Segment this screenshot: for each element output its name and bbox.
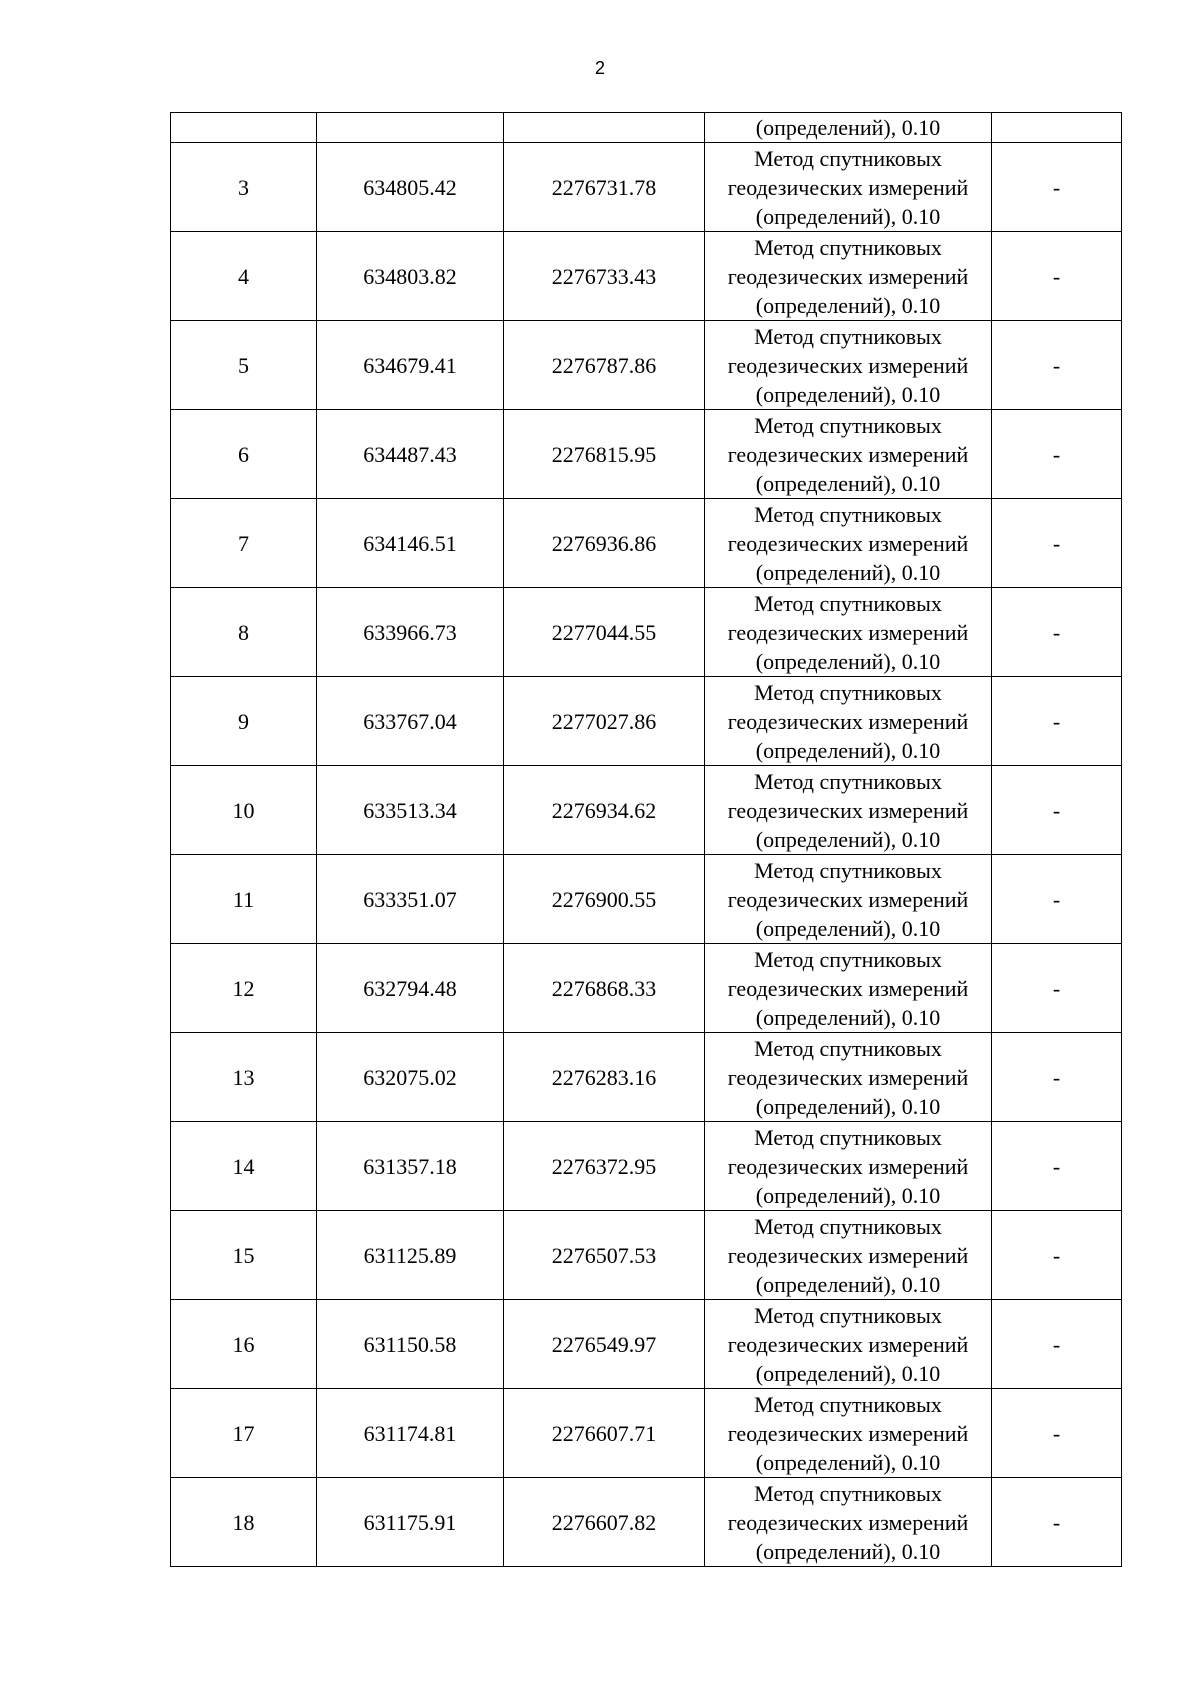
- cell-y: 2276731.78: [504, 143, 705, 232]
- method-line-2: геодезических измерений: [727, 1064, 969, 1090]
- cell-description: -: [992, 410, 1122, 499]
- cell-method: [705, 1122, 992, 1211]
- table-row: [171, 321, 1122, 410]
- method-line-2: геодезических измерений: [727, 619, 969, 645]
- cell-y: 2276787.86: [504, 321, 705, 410]
- cell-method: [705, 1300, 992, 1389]
- cell-method: [705, 1211, 992, 1300]
- cell-x: 632794.48: [317, 944, 504, 1033]
- cell-x: 633351.07: [317, 855, 504, 944]
- method-line-1: Метод спутниковых: [754, 946, 942, 972]
- cell-method: [705, 143, 992, 232]
- cell-x: 634803.82: [317, 232, 504, 321]
- method-line-1: Метод спутниковых: [754, 1213, 942, 1239]
- method-line-2: геодезических измерений: [727, 708, 969, 734]
- method-line-2: геодезических измерений: [727, 975, 969, 1001]
- table-row: [171, 677, 1122, 766]
- method-line-3: (определений), 0.10: [755, 203, 941, 229]
- method-line-1: Метод спутниковых: [754, 590, 942, 616]
- method-line-2: геодезических измерений: [727, 1242, 969, 1268]
- table-row: [171, 1300, 1122, 1389]
- cell-description: -: [992, 1389, 1122, 1478]
- method-line-2: геодезических измерений: [727, 1420, 969, 1446]
- method-line-1: Метод спутниковых: [754, 323, 942, 349]
- cell-method: [705, 410, 992, 499]
- table-row: [171, 1389, 1122, 1478]
- cell-point-number: 9: [171, 677, 317, 766]
- method-line-3: (определений), 0.10: [755, 381, 941, 407]
- cell-method: [705, 232, 992, 321]
- cell-y: 2276900.55: [504, 855, 705, 944]
- method-line-2: геодезических измерений: [727, 263, 969, 289]
- method-line-2: геодезических измерений: [727, 797, 969, 823]
- cell-description: -: [992, 1300, 1122, 1389]
- cell-x: 631150.58: [317, 1300, 504, 1389]
- method-line-3: (определений), 0.10: [755, 1271, 941, 1297]
- method-line-3: (определений), 0.10: [755, 737, 941, 763]
- cell-point-number: 6: [171, 410, 317, 499]
- method-line-3: (определений), 0.10: [755, 1538, 941, 1564]
- method-line-3: (определений), 0.10: [755, 559, 941, 585]
- cell-x: 631125.89: [317, 1211, 504, 1300]
- method-line-2: геодезических измерений: [727, 1509, 969, 1535]
- method-line-3: (определений), 0.10: [755, 1182, 941, 1208]
- table-row-continuation: [171, 113, 1122, 143]
- cell-point-number: 18: [171, 1478, 317, 1567]
- method-line-3: (определений), 0.10: [755, 1449, 941, 1475]
- cell-point-number: 8: [171, 588, 317, 677]
- method-line-3: (определений), 0.10: [755, 470, 941, 496]
- cell-method: [705, 499, 992, 588]
- table-row: [171, 143, 1122, 232]
- cell-y: 2276607.71: [504, 1389, 705, 1478]
- method-line-2: геодезических измерений: [727, 1153, 969, 1179]
- cell-description: -: [992, 321, 1122, 410]
- cell-y: 2276815.95: [504, 410, 705, 499]
- cell-point-number: 10: [171, 766, 317, 855]
- cell-description: -: [992, 1122, 1122, 1211]
- cell-description: -: [992, 143, 1122, 232]
- method-line-3: (определений), 0.10: [755, 1360, 941, 1386]
- cell-point-number: 4: [171, 232, 317, 321]
- table-row: [171, 766, 1122, 855]
- cell-point-number: 12: [171, 944, 317, 1033]
- method-line-2: геодезических измерений: [727, 1331, 969, 1357]
- cell-description: -: [992, 855, 1122, 944]
- cell-method: [705, 588, 992, 677]
- cell-y: 2276283.16: [504, 1033, 705, 1122]
- method-line-2: геодезических измерений: [727, 352, 969, 378]
- method-line-2: геодезических измерений: [727, 886, 969, 912]
- table-row: [171, 1033, 1122, 1122]
- cell-x: 631357.18: [317, 1122, 504, 1211]
- cell-point-number: [171, 113, 317, 143]
- cell-y: [504, 113, 705, 143]
- cell-description: -: [992, 766, 1122, 855]
- table-row: [171, 588, 1122, 677]
- cell-x: 634805.42: [317, 143, 504, 232]
- cell-description: -: [992, 1478, 1122, 1567]
- table-row: [171, 855, 1122, 944]
- cell-point-number: 15: [171, 1211, 317, 1300]
- cell-method: [705, 855, 992, 944]
- cell-description: -: [992, 677, 1122, 766]
- cell-point-number: 3: [171, 143, 317, 232]
- method-line-3: (определений), 0.10: [755, 648, 941, 674]
- cell-method: [705, 677, 992, 766]
- cell-x: [317, 113, 504, 143]
- cell-x: 633513.34: [317, 766, 504, 855]
- cell-y: 2277027.86: [504, 677, 705, 766]
- method-line-2: геодезических измерений: [727, 530, 969, 556]
- cell-x: 634146.51: [317, 499, 504, 588]
- method-line-3: (определений), 0.10: [755, 915, 941, 941]
- cell-method: [705, 321, 992, 410]
- method-line-3: (определений), 0.10: [755, 1093, 941, 1119]
- table-row: [171, 944, 1122, 1033]
- cell-y: 2276868.33: [504, 944, 705, 1033]
- method-line-1: Метод спутниковых: [754, 679, 942, 705]
- cell-method: [705, 766, 992, 855]
- cell-x: 631174.81: [317, 1389, 504, 1478]
- method-line-1: Метод спутниковых: [754, 234, 942, 260]
- cell-x: 631175.91: [317, 1478, 504, 1567]
- cell-y: 2276372.95: [504, 1122, 705, 1211]
- cell-point-number: 13: [171, 1033, 317, 1122]
- cell-description: -: [992, 499, 1122, 588]
- method-line-3: (определений), 0.10: [755, 826, 941, 852]
- cell-y: 2277044.55: [504, 588, 705, 677]
- table-row: [171, 410, 1122, 499]
- method-line-1: Метод спутниковых: [754, 412, 942, 438]
- method-line-1: Метод спутниковых: [754, 1480, 942, 1506]
- table-row: [171, 499, 1122, 588]
- cell-method: [705, 944, 992, 1033]
- method-line-3: (определений), 0.10: [755, 292, 941, 318]
- cell-method: (определений), 0.10: [705, 113, 992, 143]
- method-line-1: Метод спутниковых: [754, 857, 942, 883]
- cell-y: 2276936.86: [504, 499, 705, 588]
- cell-point-number: 7: [171, 499, 317, 588]
- table-row: [171, 1478, 1122, 1567]
- cell-x: 633767.04: [317, 677, 504, 766]
- cell-y: 2276549.97: [504, 1300, 705, 1389]
- page-number: 2: [594, 58, 605, 78]
- table-row: [171, 1211, 1122, 1300]
- cell-method: [705, 1389, 992, 1478]
- method-line-1: Метод спутниковых: [754, 1124, 942, 1150]
- cell-description: -: [992, 232, 1122, 321]
- method-line-1: Метод спутниковых: [754, 145, 942, 171]
- cell-method: [705, 1478, 992, 1567]
- cell-x: 633966.73: [317, 588, 504, 677]
- method-line-1: Метод спутниковых: [754, 1302, 942, 1328]
- method-line-1: Метод спутниковых: [754, 501, 942, 527]
- cell-method: [705, 1033, 992, 1122]
- cell-description: -: [992, 944, 1122, 1033]
- method-line-1: Метод спутниковых: [754, 1391, 942, 1417]
- cell-description: -: [992, 588, 1122, 677]
- cell-point-number: 5: [171, 321, 317, 410]
- cell-point-number: 14: [171, 1122, 317, 1211]
- cell-x: 634487.43: [317, 410, 504, 499]
- cell-y: 2276607.82: [504, 1478, 705, 1567]
- cell-x: 634679.41: [317, 321, 504, 410]
- cell-y: 2276733.43: [504, 232, 705, 321]
- coordinates-table: [170, 112, 1122, 1567]
- table-row: [171, 232, 1122, 321]
- method-line-3: (определений), 0.10: [755, 1004, 941, 1030]
- cell-description: -: [992, 1211, 1122, 1300]
- cell-y: 2276934.62: [504, 766, 705, 855]
- cell-point-number: 17: [171, 1389, 317, 1478]
- cell-description: -: [992, 1033, 1122, 1122]
- cell-description: [992, 113, 1122, 143]
- method-line-2: геодезических измерений: [727, 441, 969, 467]
- table-row: [171, 1122, 1122, 1211]
- method-line-1: Метод спутниковых: [754, 1035, 942, 1061]
- method-line-2: геодезических измерений: [727, 174, 969, 200]
- cell-x: 632075.02: [317, 1033, 504, 1122]
- cell-y: 2276507.53: [504, 1211, 705, 1300]
- cell-point-number: 16: [171, 1300, 317, 1389]
- coordinates-table-body: [171, 113, 1122, 1567]
- cell-point-number: 11: [171, 855, 317, 944]
- method-line-1: Метод спутниковых: [754, 768, 942, 794]
